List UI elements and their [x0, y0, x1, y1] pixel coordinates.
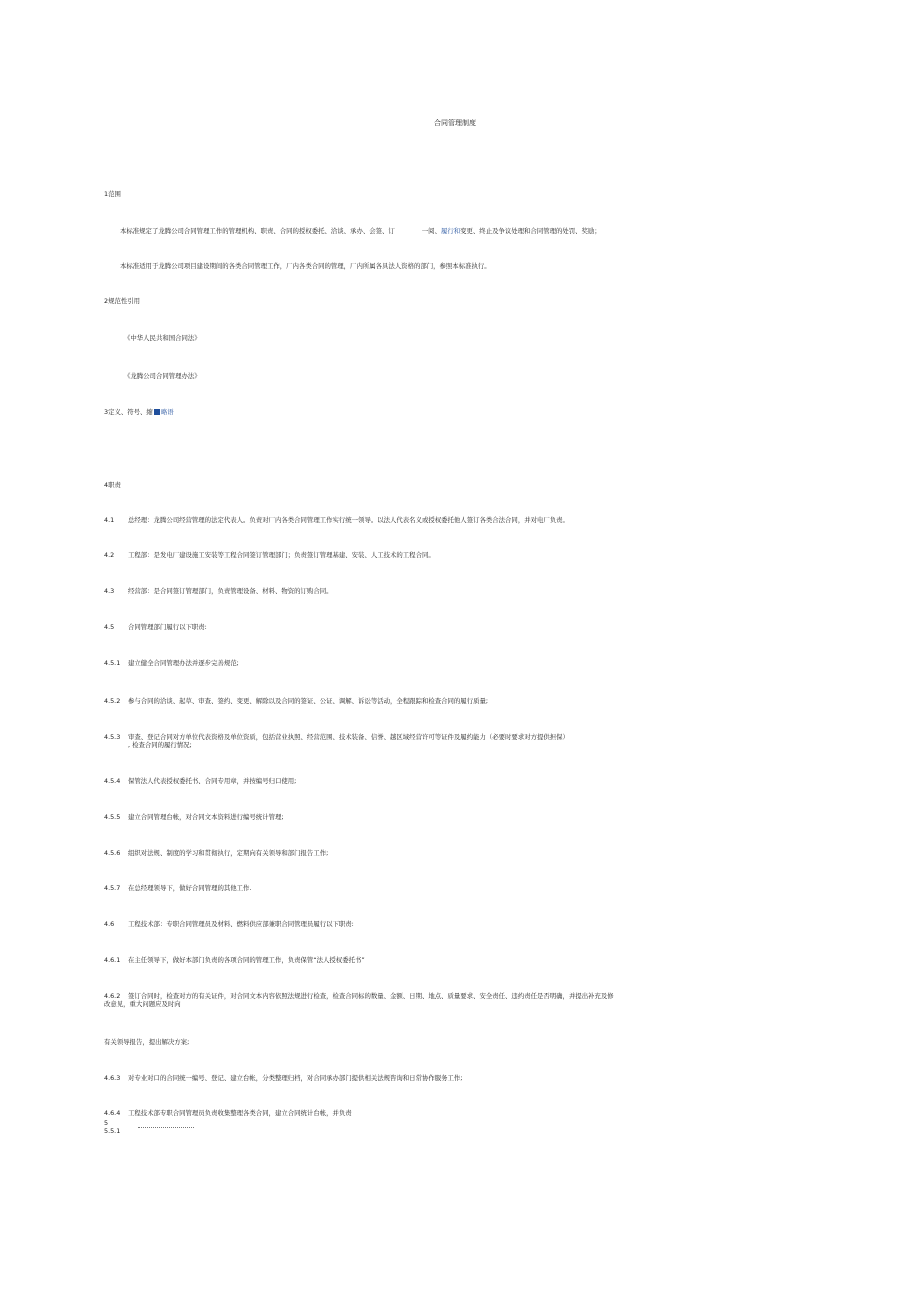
- item-num-4-5-4: 4.5.4: [104, 777, 121, 785]
- item-num-4-5-3: 4.5.3: [104, 733, 121, 741]
- item-text-4-2: 工程部：是发电厂建设施工安装等工程合同签订管理部门；负责签订管理基建、安装、人工技术的工程合同。: [128, 551, 435, 559]
- item-text-4-6: 工程技术部：专职合同管理员及材料、燃料供应部兼职合同管理员履行以下职责:: [128, 920, 354, 928]
- item-num-4-6-1: 4.6.1: [104, 956, 121, 964]
- item-text-4-5-2: 参与合同的洽谈、起草、审查、签约、变更、解除以及合同的签证、公证、调解、诉讼等活动，全程跟踪和检查合同的履行质量;: [128, 697, 489, 705]
- paragraph-1-text-a: 本标准规定了龙腾公司合同管理工作的管理机构、职责、合同的授权委托、洽谈、承办、会签、订: [120, 227, 395, 235]
- item-num-4-3: 4.3: [104, 587, 115, 595]
- paragraph-1-link[interactable]: 履行和: [440, 227, 461, 235]
- section-3-heading-text: 3定义、符号、縮: [104, 408, 153, 416]
- dotted-leader: [138, 1127, 194, 1128]
- document-title: 合同管理制度: [434, 119, 476, 127]
- item-text-4-6-1: 在主任领导下，做好本部门负责的各项合同的管理工作，负责保管“法人授权委托书”: [128, 956, 365, 964]
- redaction-square-icon: [154, 409, 160, 415]
- item-num-4-6-2: 4.6.2: [104, 992, 121, 1000]
- item-num-4-5-2: 4.5.2: [104, 697, 121, 705]
- item-text-4-5: 合同管理部门履行以下职责:: [128, 623, 207, 631]
- item-text-4-5-6: 组织对法规、制度的学习和贯彻执行，定期向有关领导和部门报告工作;: [128, 849, 329, 857]
- item-text-4-5-1: 建立健全合同管理办法并逐步完善规范;: [128, 659, 239, 667]
- item-text-4-5-3-continued: , 检查合同的履行情况;: [128, 741, 192, 749]
- item-text-4-5-4: 保管法人代表授权委托书、合同专用章，并按编号归口使用;: [128, 777, 297, 785]
- section-3-heading-link[interactable]: 略语: [160, 408, 174, 416]
- section-2-heading: 2规范性引用: [104, 297, 141, 305]
- paragraph-1-text-b: 一阅、: [421, 227, 441, 235]
- paragraph-1-text-c: 变更、终止及争议处理和合同管理的处罚、奖励；: [460, 227, 601, 235]
- item-text-4-6-2: 签订合同时，检查对方的有关证件，对合同文本内容依照法规进行检查，检查合同标的数量、金额、日期、地点、质量要求、安全责任、违约责任是否明确，并提出补充及修: [128, 992, 614, 1000]
- item-text-4-6-2-continued: 改意见，重大问题应及时向: [104, 1000, 181, 1008]
- item-text-4-5-7: 在总经理领导下，做好合同管理的其他工作.: [128, 884, 252, 892]
- standalone-paragraph: 有关领导报告，提出解决方案;: [104, 1038, 190, 1046]
- item-num-4-2: 4.2: [104, 551, 115, 559]
- next-section-number: 5.5.1: [104, 1127, 121, 1135]
- item-text-4-1: 总经理：龙腾公司经营管理的法定代表人。负责对厂内各类合同管理工作实行统一领导。以法人代表名义或授权委托他人签订各类合法合同，并对电厂负责。: [128, 516, 569, 524]
- reference-company-method: 《龙腾公司合同管理办法》: [124, 372, 201, 380]
- section-4-heading: 4职责: [104, 481, 121, 489]
- item-num-4-6: 4.6: [104, 920, 115, 928]
- item-text-4-6-3: 对专业对口的合同统一编号、登记、建立台帐，分类整理归档，对合同承办部门提供相关法规咨询和日常协作服务工作;: [128, 1074, 463, 1082]
- item-num-4-5-5: 4.5.5: [104, 813, 121, 821]
- item-text-4-6-4: 工程技术部专职合同管理员负责收集整理各类合同，建立合同统计台帐，并负责: [128, 1109, 352, 1117]
- reference-contract-law: 《中华人民共和国合同法》: [124, 334, 201, 342]
- item-num-4-5-6: 4.5.6: [104, 849, 121, 857]
- item-num-4-6-4: 4.6.4: [104, 1109, 121, 1117]
- section-1-paragraph-2: 本标准适用于龙腾公司项目建设期间的各类合同管理工作，厂内各类合同的管理，厂内所属各具法人资格的部门，参照本标准执行。: [120, 262, 491, 270]
- section-1-paragraph-1: [120, 227, 601, 235]
- item-num-4-6-3: 4.6.3: [104, 1074, 121, 1082]
- item-num-4-5-1: 4.5.1: [104, 659, 121, 667]
- page-number: 5: [104, 1119, 109, 1127]
- section-1-heading: 1范围: [104, 190, 121, 198]
- item-text-4-5-3: 审查、登记合同对方单位代表资格及单位资质，包括营业执照、经营范围、技术装备、信誉、越区域经营许可等证件及履约能力（必要时要求对方提供担保）: [128, 733, 569, 741]
- item-num-4-5: 4.5: [104, 623, 115, 631]
- section-3-heading: [104, 408, 174, 416]
- item-text-4-3: 经营部：是合同签订管理部门，负责管理设备、材料、物资的订购合同。: [128, 587, 333, 595]
- item-num-4-5-7: 4.5.7: [104, 884, 121, 892]
- item-num-4-1: 4.1: [104, 516, 115, 524]
- item-text-4-5-5: 建立合同管理台帐，对合同文本资料进行编号统计管理;: [128, 813, 284, 821]
